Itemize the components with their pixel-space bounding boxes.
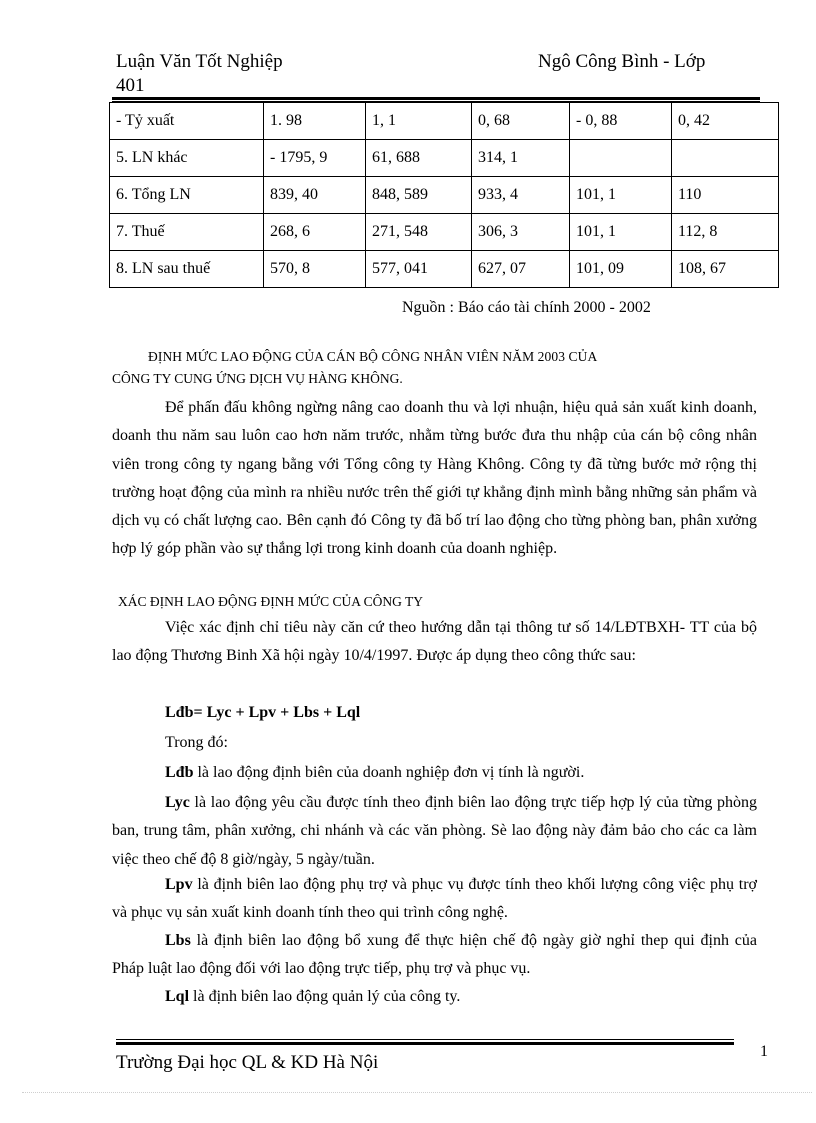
table-cell: 101, 1 [570,214,672,251]
table-cell: - 0, 88 [570,103,672,140]
table-row [110,251,779,288]
table-cell: 268, 6 [264,214,366,251]
financial-table [109,102,779,288]
term-lyc: Lyc [165,794,190,811]
table-row [110,140,779,177]
table-cell: 570, 8 [264,251,366,288]
table-cell: 101, 09 [570,251,672,288]
table-cell: 848, 589 [366,177,472,214]
definition-lbs [112,927,757,984]
table-row [110,103,779,140]
header-rule [112,97,760,100]
paragraph-1: Để phấn đấu không ngừng nâng cao doanh thu và lợi nhuận, hiệu quả sản xuất kinh doanh, doanh thu năm sau luôn cao hơn năm trước, nhằm từng bước đưa thu nhập của cán bộ công nhân viên trong công ty ngang bằng với Tổng công ty Hàng Không. Công ty đã từng bước mở rộng thị trường hoạt động của mình ra nhiều nước trên thế giới tự khẳng định mình bằng những sản phẩm và dịch vụ có chất lượng cao. Bên cạnh đó Công ty đã bố trí lao động cho từng phòng ban, phân xưởng hợp lý góp phần vào sự thắng lợi trong kinh doanh của doanh nghiệp. [112,399,757,558]
def-lql-text: là định biên lao động quản lý của công ty. [189,988,461,1005]
footer-rule [116,1042,734,1045]
definition-lql [112,983,757,1011]
formula [165,699,360,727]
def-lpv-text: là định biên lao động phụ trợ và phục vụ được tính theo khối lượng công việc phụ trợ và phục vụ sản xuất kinh doanh tính theo qui trình công nghệ. [112,876,757,922]
table-row [110,214,779,251]
section-heading-1: ĐỊNH MỨC LAO ĐỘNG CỦA CÁN BỘ CÔNG NHÂN VIÊN NĂM 2003 CỦA [148,349,598,364]
table-cell: 1. 98 [264,103,366,140]
table-cell: - 1795, 9 [264,140,366,177]
table-cell: 7. Thuế [110,214,264,251]
table-cell: 108, 67 [672,251,779,288]
table-cell: 101, 1 [570,177,672,214]
term-lbs: Lbs [165,932,191,949]
def-lyc-text: là lao động yêu cầu được tính theo định biên lao động trực tiếp hợp lý của từng phòng ban, trung tâm, phân xưởng, chi nhánh và các văn phòng. Sè lao động này đảm bảo cho các ca làm việc theo chế độ 8 giờ/ngày, 5 ngày/tuần. [112,794,757,868]
definition-lyc [112,789,757,874]
table-cell: 627, 07 [472,251,570,288]
table-cell: 839, 40 [264,177,366,214]
table-cell: 61, 688 [366,140,472,177]
table-cell: 1, 1 [366,103,472,140]
table-cell: 0, 42 [672,103,779,140]
header-right: Ngô Công Bình - Lớp [538,51,706,72]
paragraph-2: Việc xác định chỉ tiêu này căn cứ theo hướng dẫn tại thông tư số 14/LĐTBXH- TT của bộ lao động Thương Binh Xã hội ngày 10/4/1997. Được áp dụng theo công thức sau: [112,619,757,665]
table-source: Nguồn : Báo cáo tài chính 2000 - 2002 [402,299,651,316]
term-lpv: Lpv [165,876,193,893]
section-heading-1-line2: CÔNG TY CUNG ỨNG DỊCH VỤ HÀNG KHÔNG. [112,371,403,386]
term-ldb: Lđb [165,764,194,781]
definition-ldb [112,759,757,787]
trong-do-label: Trong đó: [165,734,228,751]
table-cell [570,140,672,177]
table-cell: 6. Tổng LN [110,177,264,214]
table-cell: 110 [672,177,779,214]
table-cell: 0, 68 [472,103,570,140]
def-lbs-text: là định biên lao động bổ xung để thực hiện chế độ ngày giờ nghỉ thep qui định của Pháp luật lao động đối với lao động trực tiếp, phụ trợ và phục vụ. [112,932,757,978]
section-heading-2: XÁC ĐỊNH LAO ĐỘNG ĐỊNH MỨC CỦA CÔNG TY [118,594,423,609]
table-cell: - Tỷ xuất [110,103,264,140]
page-number: 1 [760,1043,768,1060]
table-row [110,177,779,214]
table-cell: 314, 1 [472,140,570,177]
def-ldb-text: là lao động định biên của doanh nghiệp đơn vị tính là người. [193,764,585,781]
table-cell: 271, 548 [366,214,472,251]
page-divider [22,1092,812,1093]
table-cell: 577, 041 [366,251,472,288]
table-cell: 933, 4 [472,177,570,214]
table-cell: 112, 8 [672,214,779,251]
table-cell: 306, 3 [472,214,570,251]
footer-text: Trường Đại học QL & KD Hà Nội [116,1052,379,1073]
definition-lpv [112,871,757,928]
table-cell: 8. LN sau thuế [110,251,264,288]
footer-rule-thin [116,1039,734,1040]
formula-text: Lđb= Lyc + Lpv + Lbs + Lql [165,704,361,721]
header-left-line2: 401 [116,75,145,96]
table-cell: 5. LN khác [110,140,264,177]
header-left: Luận Văn Tốt Nghiệp [116,51,283,72]
term-lql: Lql [165,988,190,1005]
table-cell [672,140,779,177]
